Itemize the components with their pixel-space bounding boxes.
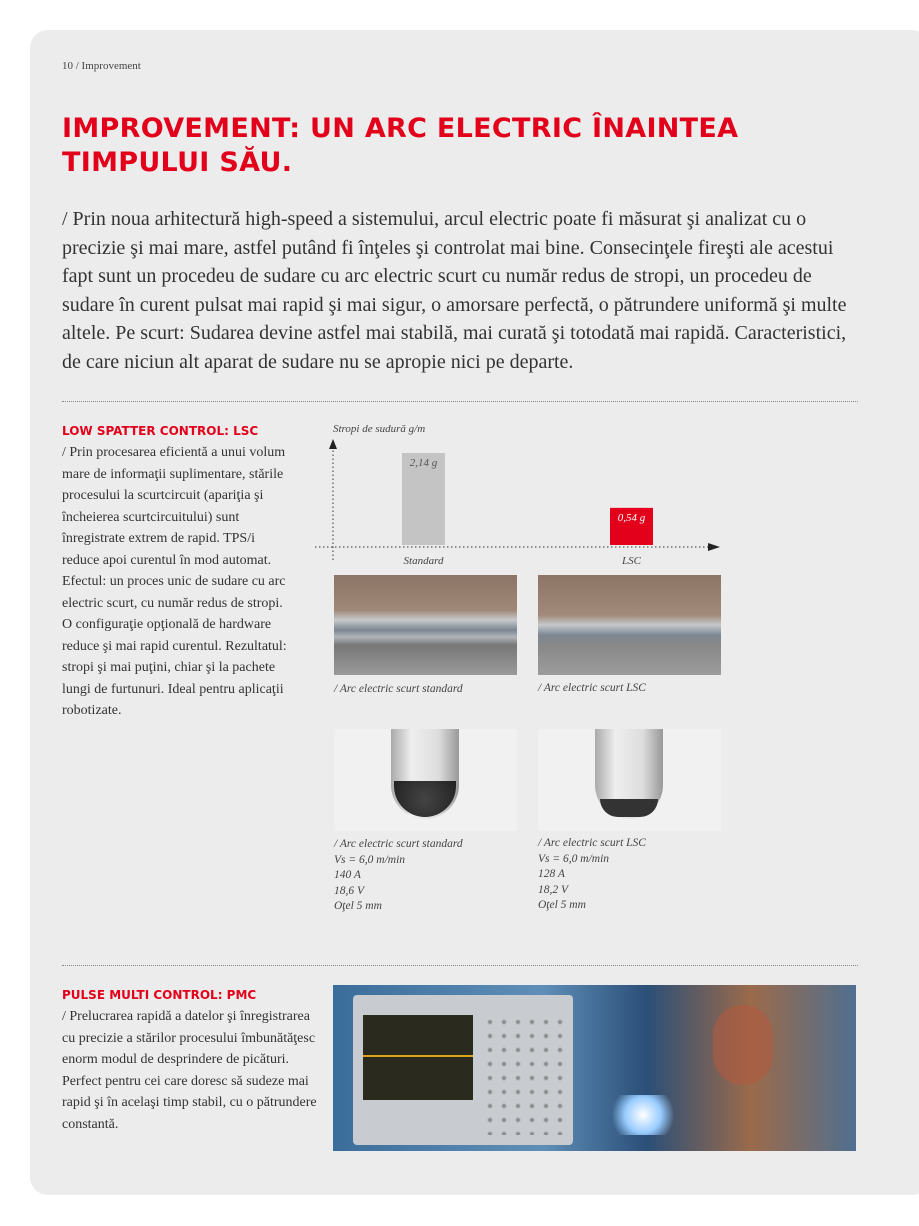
bar-value-label: 2,14 g: [409, 457, 438, 469]
lsc-text: / Prin procesarea eficientă a unui volum mare de informaţii suplimentare, stările procesului la scurtcircuit (apariţia şi încheierea scurtcircuitului) sunt înregistrate extrem de rapid. TPS/i reduce apoi curentul în mod automat. Efectul: un proces unic de sudare cu arc electric scurt, cu număr redus de stropi. O configuraţie opţională de hardware reduce şi mai rapid curentul. Rezultatul: stropi şi mai puţini, chiar şi la pachete lungi de furtunuri. Ideal pentru aplicaţii robotizate.: [62, 445, 287, 718]
caption: / Arc electric scurt LSC: [538, 682, 646, 694]
weld-lsc-image: [538, 575, 721, 675]
x-axis-arrow-icon: [708, 543, 720, 551]
y-axis-arrow-icon: [329, 439, 337, 449]
pmc-text: / Prelucrarea rapidă a datelor şi înregistrarea cu precizie a stărilor procesului îmbunătăţesc enorm modul de desprindere de picături. Perfect pentru cei care doresc să sudeze mai rapid şi în acelaşi timp stabil, cu o pătrundere constantă.: [62, 1009, 317, 1132]
spec-lsc: / Arc electric scurt LSC Vs = 6,0 m/min 128 A 18,2 V Oţel 5 mm: [538, 837, 646, 911]
chart-title: Stropi de sudură g/m: [333, 423, 426, 435]
spatter-tube-lsc-image: [538, 729, 721, 831]
intro-paragraph: / Prin noua arhitectură high-speed a sistemului, arcul electric poate fi măsurat şi analizat cu o precizie şi mai mare, astfel putând fi înţeles şi controlat mai bine. Consecinţele fireşti ale acestui fapt sunt un procedeu de sudare cu arc electric scurt cu număr redus de stropi, un procedeu de sudare în curent pulsat mai rapid şi mai sigur, o amorsare perfectă, o pătrundere uniformă şi multe altele. Pe scurt: Sudarea devine astfel mai stabilă, mai curată şi totodată mai rapidă. Caracteristici, de care niciun alt aparat de sudare nu se apropie nici pe departe.: [62, 208, 847, 373]
page-title: IMPROVEMENT: UN ARC ELECTRIC ÎNAINTEA TIMPULUI SĂU.: [62, 113, 739, 178]
divider: [62, 965, 858, 966]
pmc-heading: PULSE MULTI CONTROL: PMC: [62, 988, 257, 1002]
category-label: LSC: [622, 555, 641, 567]
spec-standard: / Arc electric scurt standard Vs = 6,0 m/min 140 A 18,6 V Oţel 5 mm: [334, 838, 463, 912]
caption: / Arc electric scurt standard: [334, 683, 463, 695]
oscilloscope-welding-image: [333, 985, 856, 1151]
lsc-heading: LOW SPATTER CONTROL: LSC: [62, 424, 259, 438]
category-label: Standard: [403, 555, 444, 567]
divider: [62, 401, 858, 402]
spatter-tube-standard-image: [334, 729, 517, 831]
bar-value-label: 0,54 g: [617, 511, 646, 524]
breadcrumb: 10 / Improvement: [62, 60, 141, 72]
weld-standard-image: [334, 575, 517, 675]
spatter-chart: [310, 415, 730, 575]
